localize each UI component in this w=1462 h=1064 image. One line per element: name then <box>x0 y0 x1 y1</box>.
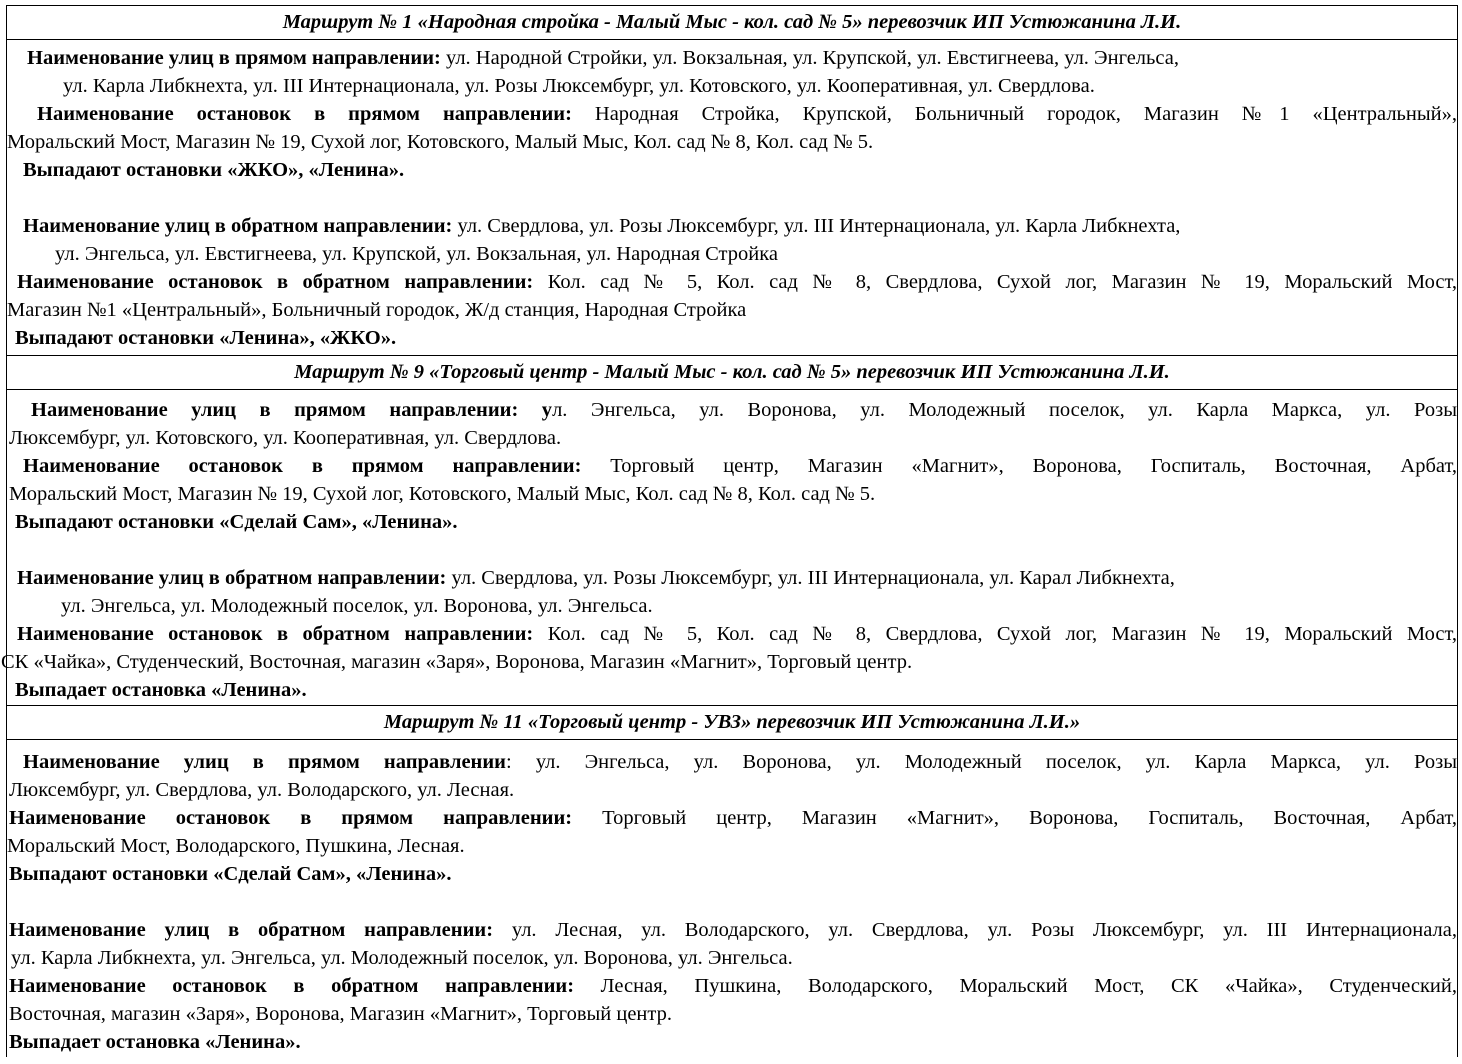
route-1-back-stops <box>7 268 1457 296</box>
route-11-forward-streets-cont: Люксембург, ул. Свердлова, ул. Володарского, ул. Лесная. <box>9 779 515 801</box>
label: Наименование остановок в обратном направлении: <box>17 271 534 293</box>
route-1-forward-stops <box>7 100 1457 128</box>
value: ул. Лесная, ул. Володарского, ул. Свердлова, ул. Розы Люксембург, ул. III Интернационала, <box>493 919 1457 941</box>
route-11-back-streets-cont: ул. Карла Либкнехта, ул. Энгельса, ул. Молодежный поселок, ул. Воронова, ул. Энгельса. <box>11 947 793 969</box>
value: Торговый центр, Магазин «Магнит», Воронова, Госпиталь, Восточная, Арбат, <box>572 807 1457 829</box>
label: Наименование улиц в обратном направлении: <box>17 567 447 589</box>
value: Торговый центр, Магазин «Магнит», Воронова, Госпиталь, Восточная, Арбат, <box>581 455 1457 477</box>
route-9-back-stops <box>7 620 1457 648</box>
label: Наименование остановок в прямом направлении: <box>9 807 573 829</box>
route-11-back-stops <box>7 972 1457 1000</box>
label: Наименование остановок в прямом направлении: <box>37 103 572 125</box>
route-1-forward-skipped <box>7 156 1457 184</box>
label: Наименование улиц в обратном направлении: <box>9 919 494 941</box>
label: Выпадает остановка «Ленина». <box>9 1031 301 1053</box>
route-9-forward-skipped <box>7 508 1457 536</box>
value: Кол. сад № 5, Кол. сад № 8, Свердлова, Сухой лог, Магазин № 19, Моральский Мост, <box>533 271 1457 293</box>
label: Наименование остановок в обратном направлении: <box>9 975 575 997</box>
route-9-forward-stops <box>7 452 1457 480</box>
route-9-back-streets <box>7 564 1457 592</box>
route-9-header: Маршрут № 9 «Торговый центр - Малый Мыс - кол. сад № 5» перевозчик ИП Устюжанина Л.И. <box>7 355 1457 390</box>
label: Выпадает остановка «Ленина». <box>15 679 307 701</box>
label: Наименование улиц в прямом направлении: у <box>31 399 553 421</box>
value: ул. Свердлова, ул. Розы Люксембург, ул. III Интернационала, ул. Карла Либкнехта, <box>452 215 1181 237</box>
label: Выпадают остановки «Сделай Сам», «Ленина». <box>9 863 452 885</box>
route-11-forward-stops-cont: Моральский Мост, Володарского, Пушкина, Лесная. <box>7 835 465 857</box>
route-9-forward-streets-cont: Люксембург, ул. Котовского, ул. Кооперативная, ул. Свердлова. <box>9 427 562 449</box>
label: Наименование улиц в прямом направлении <box>23 751 506 773</box>
route-11-forward-stops <box>7 804 1457 832</box>
value: ул. Народной Стройки, ул. Вокзальная, ул. Крупской, ул. Евстигнеева, ул. Энгельса, <box>440 47 1179 69</box>
route-1-forward-stops-cont: Моральский Мост, Магазин № 19, Сухой лог, Котовского, Малый Мыс, Кол. сад № 8, Кол. сад № 5. <box>7 131 874 153</box>
route-1-back-skipped <box>7 324 1457 352</box>
route-9-forward-streets <box>7 396 1457 424</box>
value: ул. Свердлова, ул. Розы Люксембург, ул. III Интернационала, ул. Карал Либкнехта, <box>446 567 1175 589</box>
label: Выпадают остановки «ЖКО», «Ленина». <box>23 159 405 181</box>
route-1-header: Маршрут № 1 «Народная стройка - Малый Мыс - кол. сад № 5» перевозчик ИП Устюжанина Л.И. <box>7 6 1457 40</box>
route-1-back-streets-cont: ул. Энгельса, ул. Евстигнеева, ул. Крупской, ул. Вокзальная, ул. Народная Стройка <box>55 243 778 265</box>
route-1-forward-streets <box>7 44 1457 72</box>
route-11-header: Маршрут № 11 «Торговый центр - УВЗ» перевозчик ИП Устюжанина Л.И.» <box>7 705 1457 740</box>
label: Наименование улиц в прямом направлении: <box>27 47 441 69</box>
route-9-back-streets-cont: ул. Энгельса, ул. Молодежный поселок, ул. Воронова, ул. Энгельса. <box>61 595 653 617</box>
label: Наименование остановок в обратном направлении: <box>17 623 534 645</box>
value: Народная Стройка, Крупской, Больничный городок, Магазин №1 «Центральный», <box>571 103 1457 125</box>
value: л. Энгельса, ул. Воронова, ул. Молодежный поселок, ул. Карла Маркса, ул. Розы <box>552 399 1457 421</box>
route-9-back-stops-cont: СК «Чайка», Студенческий, Восточная, магазин «Заря», Воронова, Магазин «Магнит», Торговый центр. <box>1 651 913 673</box>
route-1-back-streets <box>7 212 1457 240</box>
value: : ул. Энгельса, ул. Воронова, ул. Молодежный поселок, ул. Карла Маркса, ул. Розы <box>506 751 1457 773</box>
label: Выпадают остановки «Сделай Сам», «Ленина». <box>15 511 458 533</box>
label: Выпадают остановки «Ленина», «ЖКО». <box>15 327 397 349</box>
value: Кол. сад № 5, Кол. сад № 8, Свердлова, Сухой лог, Магазин № 19, Моральский Мост, <box>533 623 1457 645</box>
routes-table <box>1 5 1458 1057</box>
route-11-back-skipped <box>7 1028 1457 1056</box>
label: Наименование улиц в обратном направлении: <box>23 215 453 237</box>
route-11-forward-streets <box>7 748 1457 776</box>
route-1-back-stops-cont: Магазин №1 «Центральный», Больничный городок, Ж/д станция, Народная Стройка <box>7 299 747 321</box>
route-9-forward-stops-cont: Моральский Мост, Магазин № 19, Сухой лог, Котовского, Малый Мыс, Кол. сад № 8, Кол. сад № 5. <box>9 483 876 505</box>
route-9-back-skipped <box>7 676 1457 704</box>
value: Лесная, Пушкина, Володарского, Моральский Мост, СК «Чайка», Студенческий, <box>574 975 1457 997</box>
label: Наименование остановок в прямом направлении: <box>23 455 582 477</box>
route-11-forward-skipped <box>7 860 1457 888</box>
route-11-back-streets <box>7 916 1457 944</box>
route-1-forward-streets-cont: ул. Карла Либкнехта, ул. III Интернационала, ул. Розы Люксембург, ул. Котовского, ул. Кооперативная, ул. Свердлова. <box>63 75 1095 97</box>
route-11-back-stops-cont: Восточная, магазин «Заря», Воронова, Магазин «Магнит», Торговый центр. <box>9 1003 672 1025</box>
